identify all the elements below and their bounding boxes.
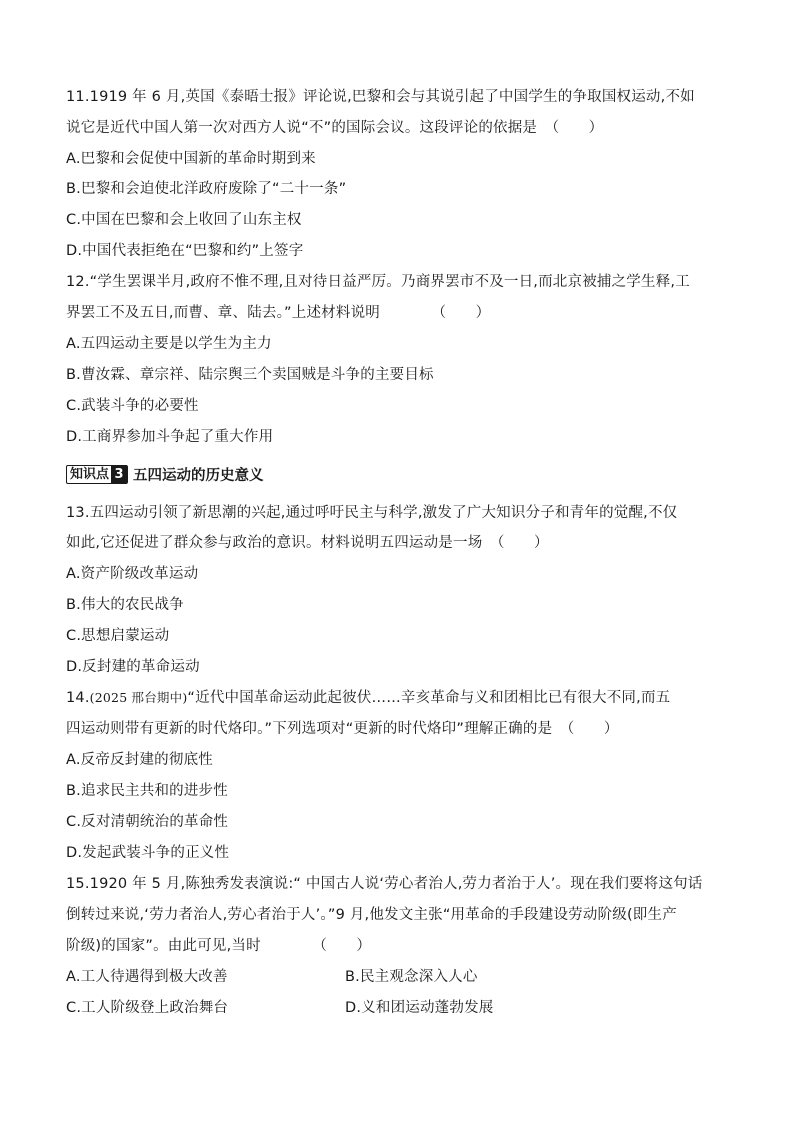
q14-source-tag: (2025 邢台期中) xyxy=(89,690,188,705)
q15-option-b[interactable]: B.民主观念深入人心 xyxy=(345,969,478,985)
q13-option-a[interactable]: A.资产阶级改革运动 xyxy=(66,566,199,582)
knowledge-point-title: 五四运动的历史意义 xyxy=(133,467,264,484)
q13-option-c[interactable]: C.思想启蒙运动 xyxy=(66,628,170,644)
q11-stem-line2: 说它是近代中国人第一次对西方人说“不”的国际会议。这段评论的依据是 （ ） xyxy=(66,120,604,136)
q14-number: 14. xyxy=(66,690,90,706)
q14-stem-line1 xyxy=(66,688,670,708)
q11-option-d[interactable]: D.中国代表拒绝在“巴黎和约”上签字 xyxy=(66,243,304,259)
q15-stem-line2: 倒转过来说,‘劳力者治人,劳心者治于人’。”9 月,他发文主张“用革命的手段建设劳动阶级(即生产 xyxy=(66,907,677,923)
q14-stem-line2: 四运动则带有更新的时代烙印。”下列选项对“更新的时代烙印”理解正确的是 （ ） xyxy=(66,721,619,737)
knowledge-point-badge xyxy=(66,465,128,484)
q14-stem-text: “近代中国革命运动此起彼伏……辛亥革命与义和团相比已有很大不同,而五 xyxy=(187,690,671,706)
q13-option-b[interactable]: B.伟大的农民战争 xyxy=(66,597,184,613)
q14-option-b[interactable]: B.追求民主共和的进步性 xyxy=(66,783,228,799)
q11-option-b[interactable]: B.巴黎和会迫使北洋政府废除了“二十一条” xyxy=(66,181,347,197)
knowledge-point-header xyxy=(66,463,264,485)
q12-stem-line1: 12.“学生罢课半月,政府不惟不理,且对待日益严厉。乃商界罢市不及一日,而北京被捕之学生释,工 xyxy=(66,274,690,290)
q11-option-a[interactable]: A.巴黎和会促使中国新的革命时期到来 xyxy=(66,151,316,167)
q13-stem-line2: 如此,它还促进了群众参与政治的意识。材料说明五四运动是一场 （ ） xyxy=(66,535,549,551)
q13-stem-line1: 13.五四运动引领了新思潮的兴起,通过呼吁民主与科学,激发了广大知识分子和青年的觉醒,不仅 xyxy=(66,505,678,521)
q15-option-c[interactable]: C.工人阶级登上政治舞台 xyxy=(66,1000,229,1016)
q15-option-a[interactable]: A.工人待遇得到极大改善 xyxy=(66,969,228,985)
q11-option-c[interactable]: C.中国在巴黎和会上收回了山东主权 xyxy=(66,212,302,228)
q11-stem-line1: 11.1919 年 6 月,英国《泰晤士报》评论说,巴黎和会与其说引起了中国学生的争取国权运动,不如 xyxy=(66,89,695,105)
q14-option-c[interactable]: C.反对清朝统治的革命性 xyxy=(66,814,229,830)
q15-stem-line1: 15.1920 年 5 月,陈独秀发表演说:“ 中国古人说‘劳心者治人,劳力者治于人’。现在我们要将这句话 xyxy=(66,876,703,892)
q12-option-d[interactable]: D.工商界参加斗争起了重大作用 xyxy=(66,429,274,445)
knowledge-point-number: 3 xyxy=(111,466,127,483)
q14-option-d[interactable]: D.发起武装斗争的正义性 xyxy=(66,845,230,861)
q15-stem-line3: 阶级)的国家”。由此可见,当时 （ ） xyxy=(66,938,372,954)
q13-option-d[interactable]: D.反封建的革命运动 xyxy=(66,659,200,675)
q12-option-b[interactable]: B.曹汝霖、章宗祥、陆宗舆三个卖国贼是斗争的主要目标 xyxy=(66,367,434,383)
q14-option-a[interactable]: A.反帝反封建的彻底性 xyxy=(66,752,213,768)
q15-option-d[interactable]: D.义和团运动蓬勃发展 xyxy=(345,1000,494,1016)
q12-option-a[interactable]: A.五四运动主要是以学生为主力 xyxy=(66,336,272,352)
q12-option-c[interactable]: C.武装斗争的必要性 xyxy=(66,398,199,414)
knowledge-point-label: 知识点 xyxy=(70,466,110,482)
q12-stem-line2: 界罢工不及五日,而曹、章、陆去。”上述材料说明 （ ） xyxy=(66,305,491,321)
